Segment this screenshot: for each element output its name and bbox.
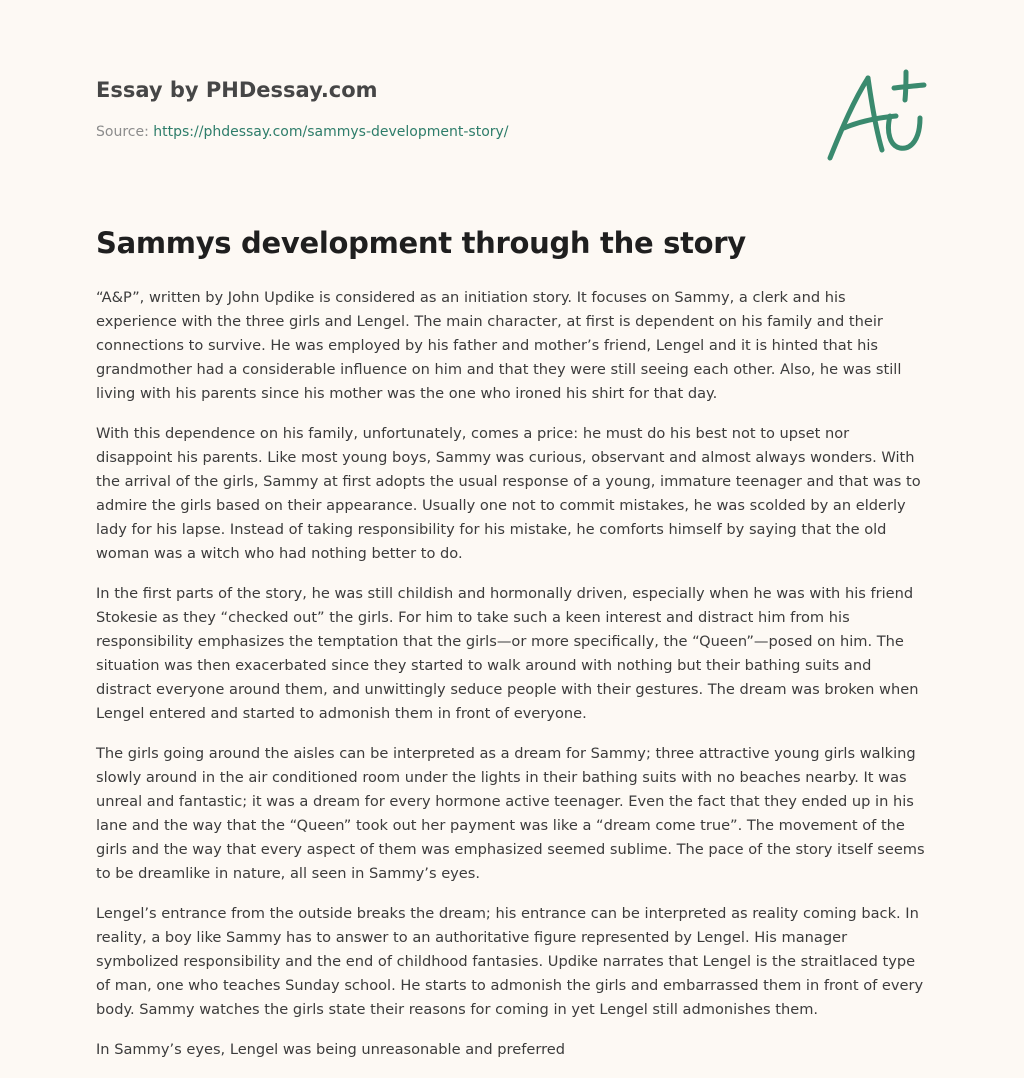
essay-paragraph: With this dependence on his family, unfortunately, comes a price: he must do his best not to upset nor disappoint his parents. Like most young boys, Sammy was curious, observant and almost always wonders. With the arrival of the girls, Sammy at first adopts the usual response of a young, immature teenager and that was to admire the girls based on their appearance. Usually one not to commit mistakes, he was scolded by an elderly lady for his lapse. Instead of taking responsibility for his mistake, he comforts himself by saying that the old woman was a witch who had nothing better to do.	[96, 425, 921, 562]
essay-paragraph: In Sammy’s eyes, Lengel was being unreasonable and preferred	[96, 1041, 565, 1058]
essay-body	[96, 286, 930, 1078]
site-brand: Essay by PHDessay.com	[96, 78, 378, 102]
a-plus-logo-icon	[824, 66, 928, 166]
source-label: Source:	[96, 124, 154, 140]
essay-paragraph: The girls going around the aisles can be interpreted as a dream for Sammy; three attractive young girls walking slowly around in the air conditioned room under the lights in their bathing suits with no beaches nearby. It was unreal and fantastic; it was a dream for every hormone active teenager. Even the fact that they ended up in his lane and the way that the “Queen” took out her payment was like a “dream come true”. The movement of the girls and the way that every aspect of them was emphasized seemed sublime. The pace of the story itself seems to be dreamlike in nature, all seen in Sammy’s eyes.	[96, 745, 925, 882]
essay-paragraph: “A&P”, written by John Updike is considered as an initiation story. It focuses on Sammy, a clerk and his experience with the three girls and Lengel. The main character, at first is dependent on his family and their connections to survive. He was employed by his father and mother’s friend, Lengel and it is hinted that his grandmother had a considerable influence on him and that they were still seeing each other. Also, he was still living with his parents since his mother was the one who ironed his shirt for that day.	[96, 289, 902, 402]
essay-title: Sammys development through the story	[96, 226, 746, 260]
source-link[interactable]: https://phdessay.com/sammys-development-story/	[153, 124, 509, 140]
essay-paragraph: Lengel’s entrance from the outside breaks the dream; his entrance can be interpreted as reality coming back. In reality, a boy like Sammy has to answer to an authoritative figure represented by Lengel. His manager symbolized responsibility and the end of childhood fantasies. Updike narrates that Lengel is the straitlaced type of man, one who teaches Sunday school. He starts to admonish the girls and embarrassed them in front of every body. Sammy watches the girls state their reasons for coming in yet Lengel still admonishes them.	[96, 905, 924, 1018]
source-line	[96, 124, 509, 140]
essay-paragraph: In the first parts of the story, he was still childish and hormonally driven, especially when he was with his friend Stokesie as they “checked out” the girls. For him to take such a keen interest and distract him from his responsibility emphasizes the temptation that the girls—or more specifically, the “Queen”—posed on him. The situation was then exacerbated since they started to walk around with nothing but their bathing suits and distract everyone around them, and unwittingly seduce people with their gestures. The dream was broken when Lengel entered and started to admonish them in front of everyone.	[96, 585, 919, 722]
